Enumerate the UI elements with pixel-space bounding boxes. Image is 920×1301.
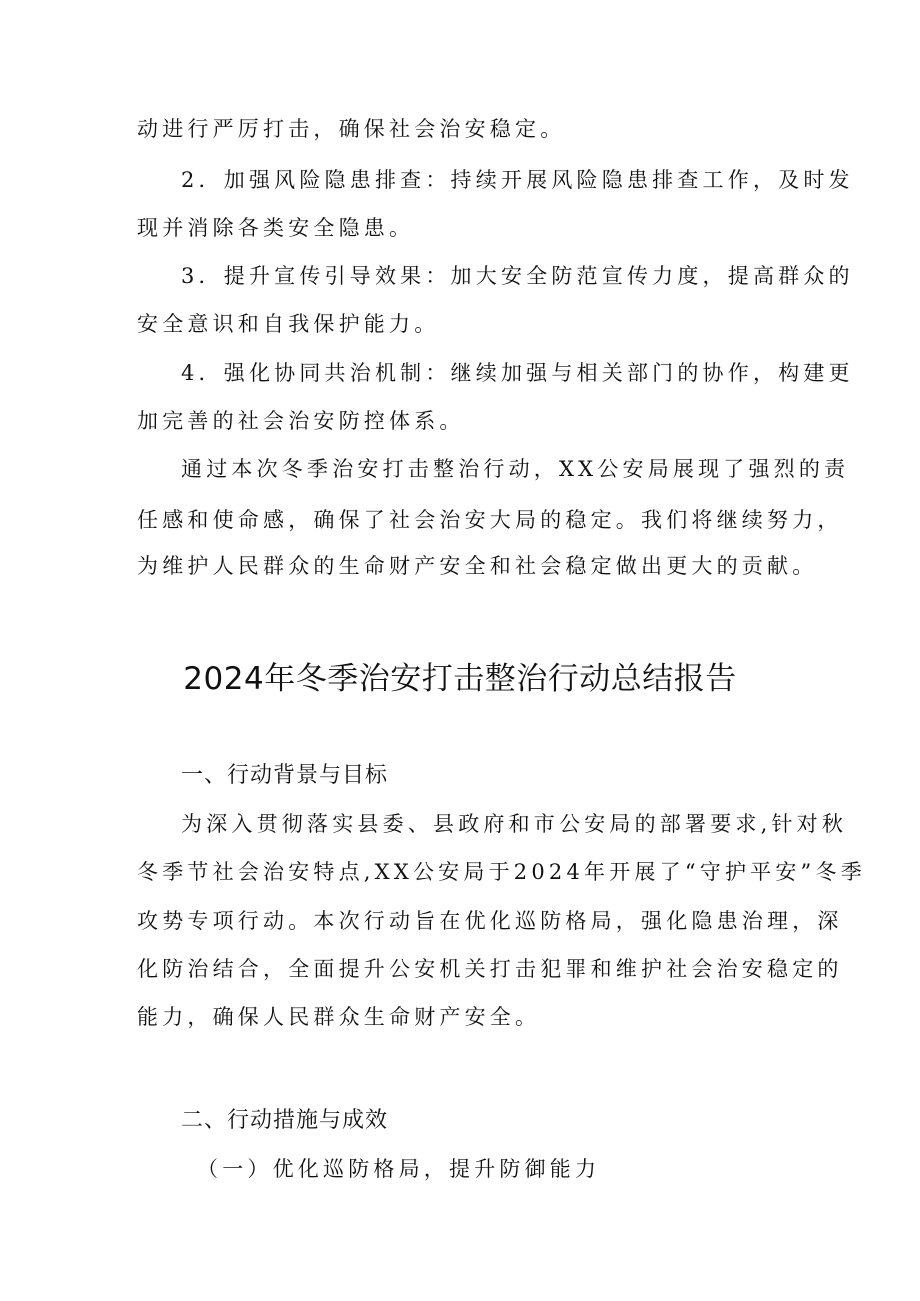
section-1-line-3: 攻势专项行动。本次行动旨在优化巡防格局，强化隐患治理，深 [137, 909, 843, 933]
paragraph-continuation-line: 动进行严厉打击，确保社会治安稳定。 [137, 117, 566, 141]
section-1-line-2: 冬季节社会治安特点,XX公安局于2024年开展了“守护平安”冬季 [137, 860, 866, 884]
section-1-line-4: 化防治结合，全面提升公安机关打击犯罪和维护社会治安稳定的 [137, 957, 843, 981]
measure-4-line-1: 4．强化协同共治机制：继续加强与相关部门的协作，构建更 [181, 361, 854, 385]
measure-2-line-1: 2．加强风险隐患排查：持续开展风险隐患排查工作，及时发 [181, 168, 854, 192]
section-1-line-1: 为深入贯彻落实县委、县政府和市公安局的部署要求,针对秋 [181, 812, 848, 836]
section-2-subheading-1: （一）优化巡防格局，提升防御能力 [197, 1157, 601, 1181]
closing-paragraph-line-1: 通过本次冬季治安打击整治行动，XX公安局展现了强烈的责 [181, 457, 850, 481]
measure-2-line-2: 现并消除各类安全隐患。 [137, 216, 415, 240]
report-title: 2024年冬季治安打击整治行动总结报告 [183, 661, 737, 697]
section-2-heading: 二、行动措施与成效 [181, 1108, 389, 1133]
measure-4-line-2: 加完善的社会治安防控体系。 [137, 409, 465, 433]
section-1-heading: 一、行动背景与目标 [181, 763, 389, 788]
section-1-line-5: 能力，确保人民群众生命财产安全。 [137, 1005, 541, 1029]
measure-3-line-1: 3．提升宣传引导效果：加大安全防范宣传力度，提高群众的 [181, 264, 854, 288]
closing-paragraph-line-2: 任感和使命感，确保了社会治安大局的稳定。我们将继续努力， [137, 508, 843, 532]
closing-paragraph-line-3: 为维护人民群众的生命财产安全和社会稳定做出更大的贡献。 [137, 554, 818, 578]
measure-3-line-2: 安全意识和自我保护能力。 [137, 312, 440, 336]
